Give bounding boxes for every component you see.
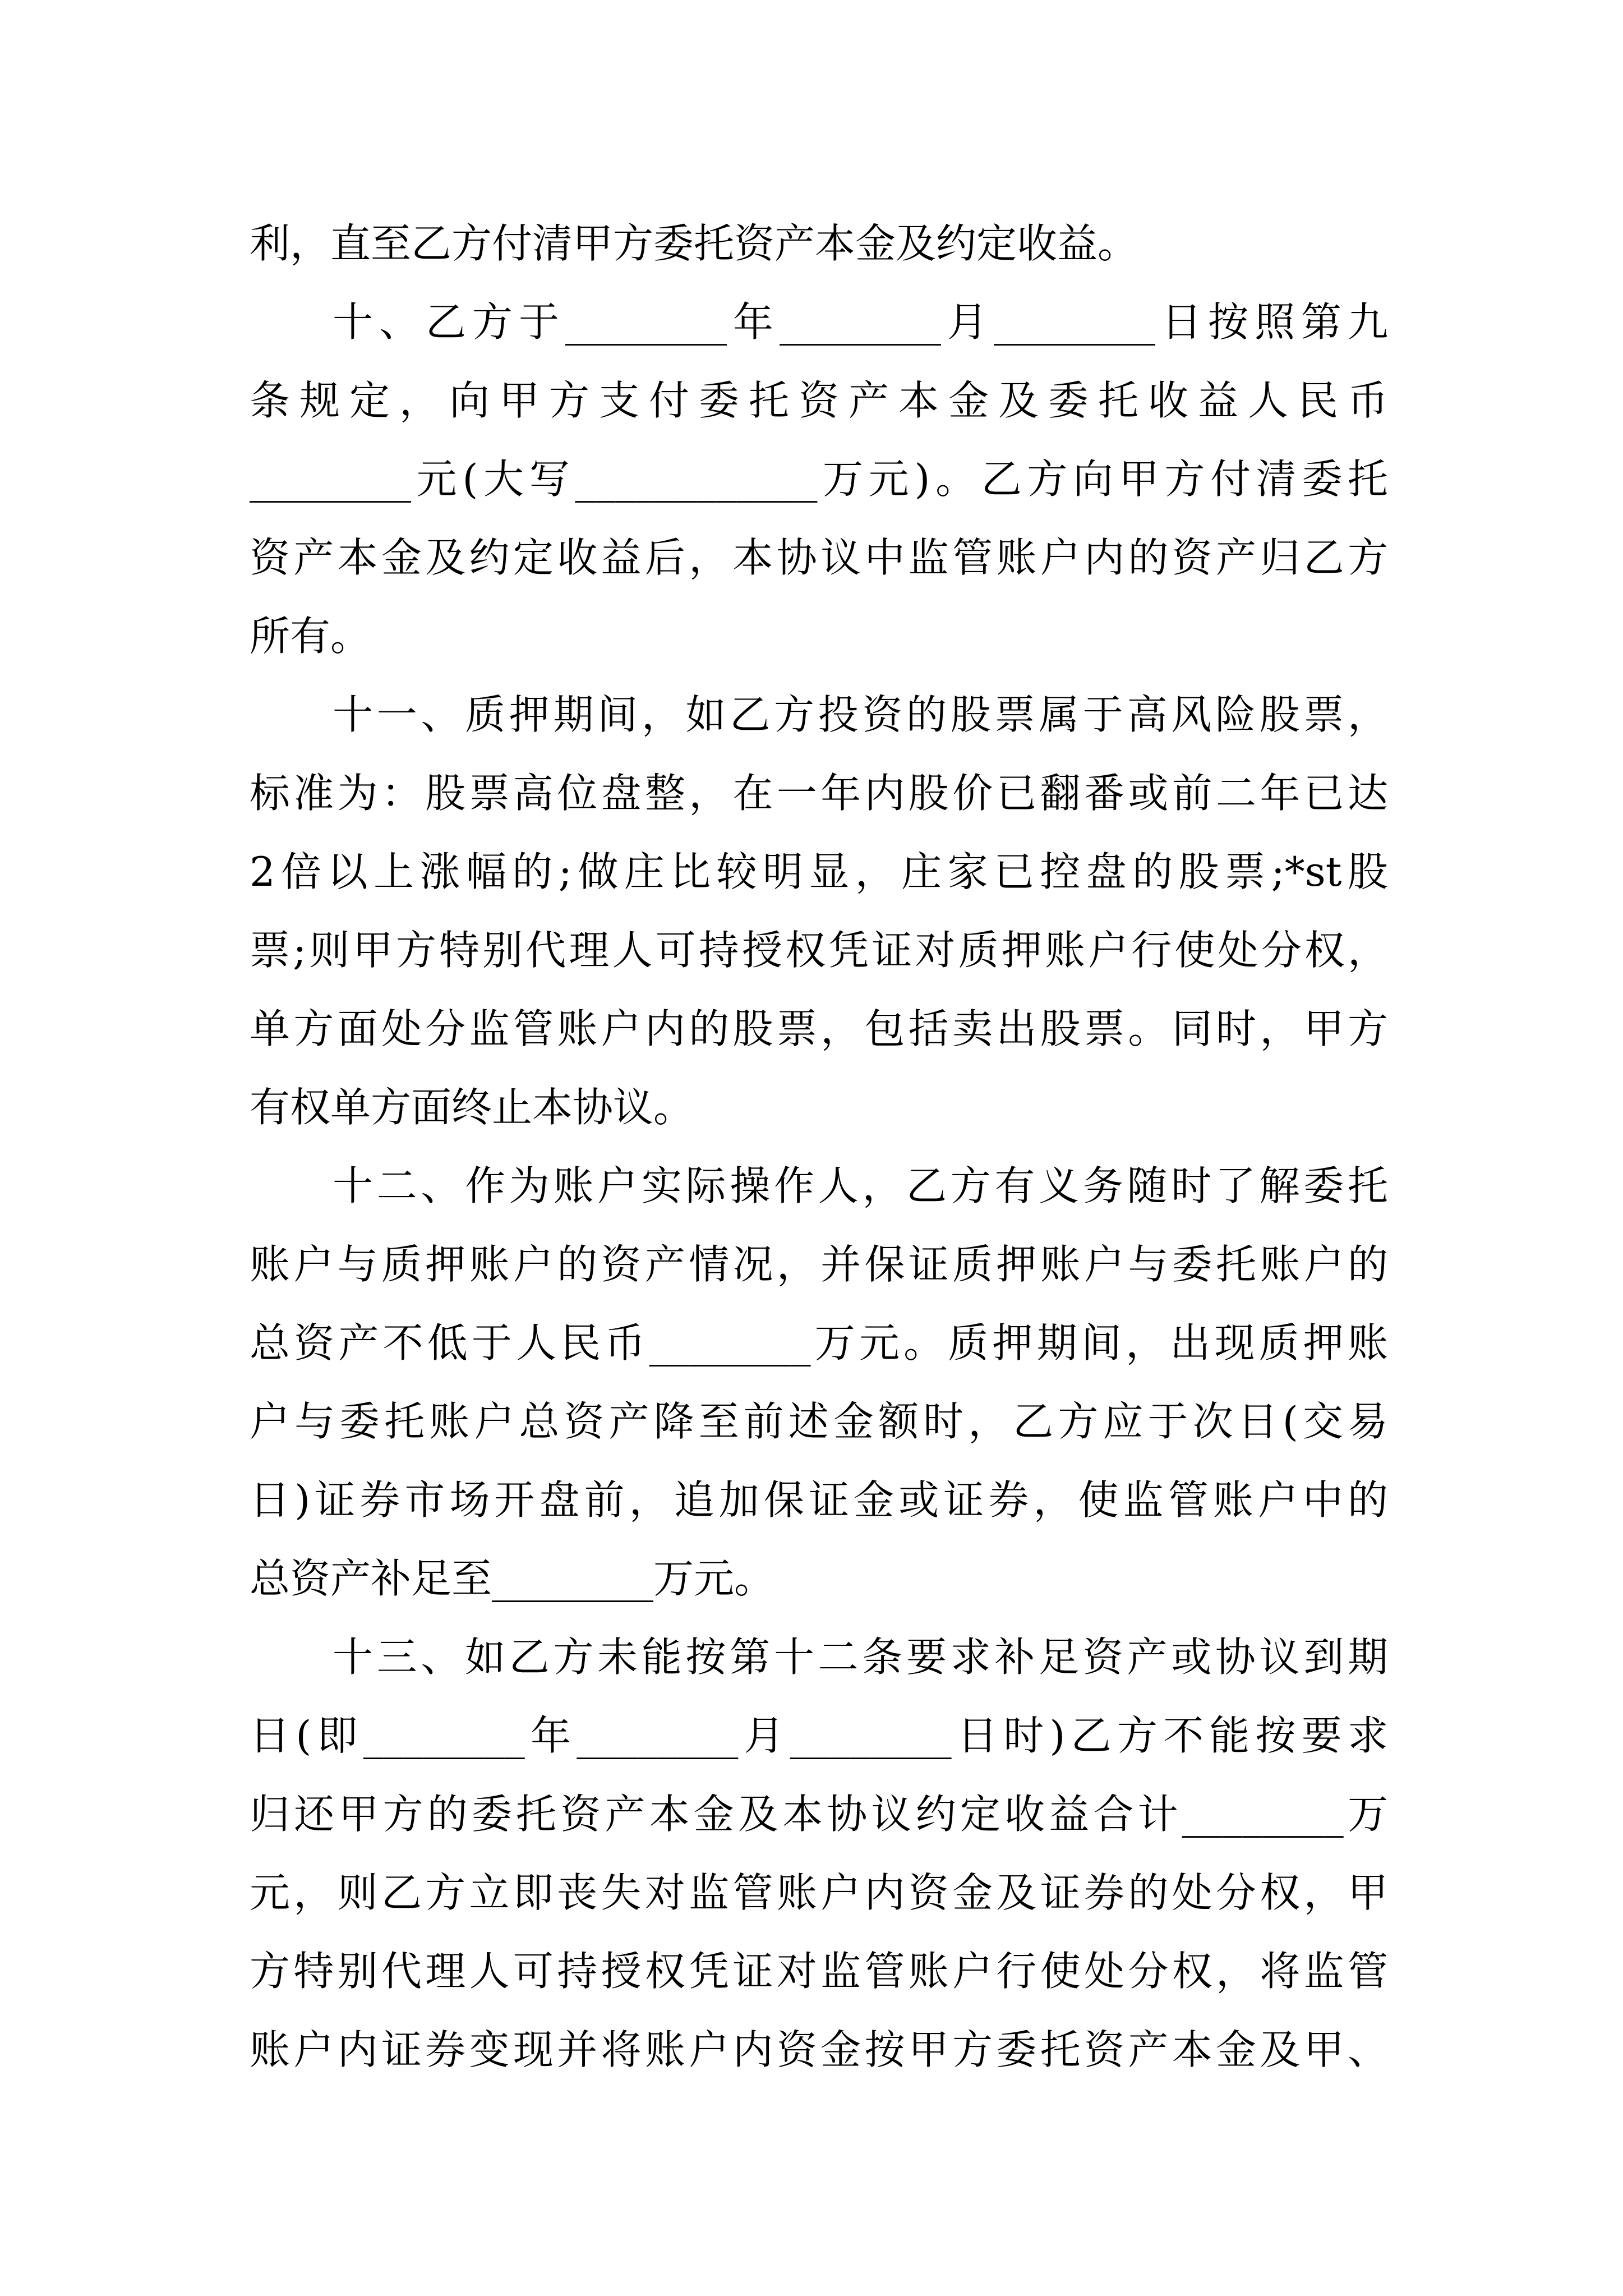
text-line: 资产本金及约定收益后，本协议中监管账户内的资产归乙方 <box>250 534 1388 581</box>
text-line: 元，则乙方立即丧失对监管账户内资金及证券的处分权，甲 <box>250 1869 1388 1916</box>
text-line: 利，直至乙方付清甲方委托资产本金及约定收益。 <box>250 220 1138 267</box>
text-line: 账户内证券变现并将账户内资金按甲方委托资产本金及甲、 <box>250 2026 1388 2073</box>
text-line: 十二、作为账户实际操作人，乙方有义务随时了解委托 <box>333 1162 1388 1209</box>
text-line: 日(即________年________月________日时)乙方不能按要求 <box>250 1712 1388 1759</box>
text-line: 单方面处分监管账户内的股票，包括卖出股票。同时，甲方 <box>250 1005 1388 1052</box>
text-line: 日)证券市场开盘前，追加保证金或证券，使监管账户中的 <box>250 1476 1388 1524</box>
text-line: 户与委托账户总资产降至前述金额时，乙方应于次日(交易 <box>250 1398 1388 1445</box>
text-line: 有权单方面终止本协议。 <box>250 1084 694 1131</box>
text-line: 总资产不低于人民币________万元。质押期间，出现质押账 <box>250 1319 1388 1366</box>
text-line: 所有。 <box>250 613 371 660</box>
document-body <box>250 204 1388 2089</box>
text-line: 十一、质押期间，如乙方投资的股票属于高风险股票， <box>333 691 1388 738</box>
text-line: 条规定，向甲方支付委托资产本金及委托收益人民币 <box>250 377 1388 424</box>
text-line: 票;则甲方特别代理人可持授权凭证对质押账户行使处分权， <box>250 927 1388 974</box>
text-line: 总资产补足至________万元。 <box>250 1555 775 1602</box>
text-line: 账户与质押账户的资产情况，并保证质押账户与委托账户的 <box>250 1241 1388 1288</box>
text-line: 归还甲方的委托资产本金及本协议约定收益合计________万 <box>250 1791 1388 1838</box>
text-line: 2倍以上涨幅的;做庄比较明显，庄家已控盘的股票;*st股 <box>250 848 1388 895</box>
text-line: 标准为：股票高位盘整，在一年内股价已翻番或前二年已达 <box>250 770 1388 817</box>
text-line: 十三、如乙方未能按第十二条要求补足资产或协议到期 <box>333 1634 1388 1681</box>
text-line: ________元(大写____________万元)。乙方向甲方付清委托 <box>250 455 1388 503</box>
text-line: 方特别代理人可持授权凭证对监管账户行使处分权，将监管 <box>250 1948 1388 1995</box>
text-line: 十、乙方于________年________月________日按照第九 <box>333 298 1388 346</box>
